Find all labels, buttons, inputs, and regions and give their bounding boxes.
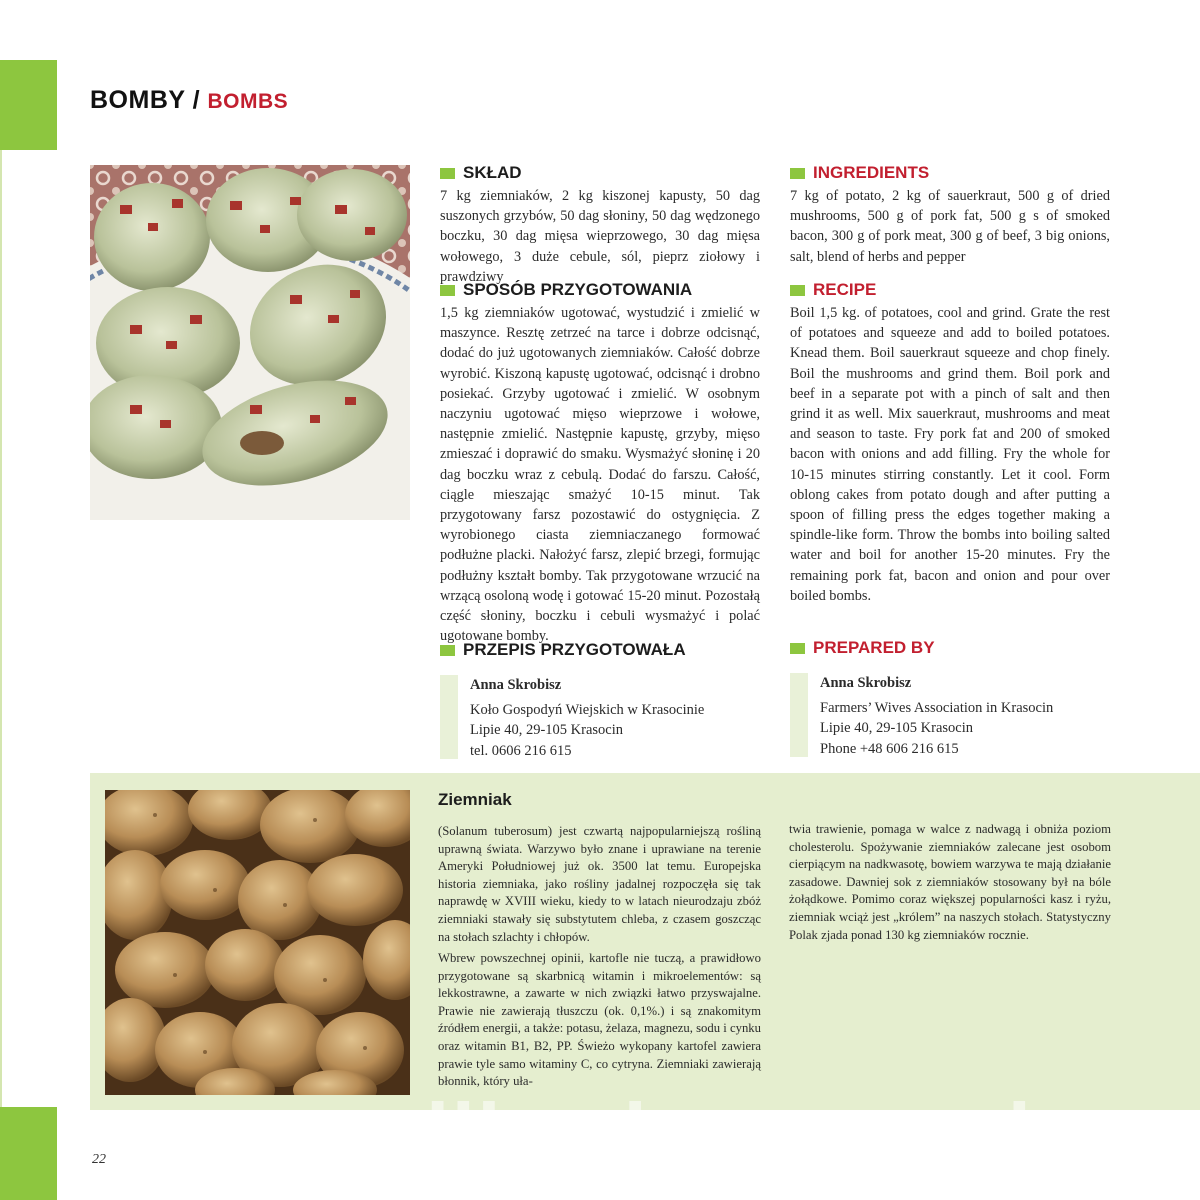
contact-name: Anna Skrobisz: [470, 677, 562, 693]
contact-address: Lipie 40, 29-105 Krasocin: [820, 720, 974, 737]
contact-organization: Koło Gospodyń Wiejskich w Krasocinie: [470, 702, 705, 719]
sposob-text: 1,5 kg ziemniaków ugotować, wystudzić i zmielić w maszynce. Resztę zetrzeć na tarce i dobrze odcisnąć, dodać do już ugotowanych ziemniaków. Całość dobrze wyrobić. Kiszoną kapustę ugotować, odcisnąć i drobno posiekać. Grzyby ugotować i zmielić. W osobnym naczyniu ugotować mięso wieprzowe i wołowe, następnie zmielić. Następnie kapustę, grzyby, mięso zmieszać i doprawić do smaku. Wysmażyć słoninę i 20 dag boczku wraz z cebulą. Dodać do farszu. Całość, ciągle mieszając smażyć 10-15 minut. Tak przygotowany farsz pozostawić do ostygnięcia. Z wyrobionego ciasta ziemniaczanego formować podłużne placki. Nałożyć farsz, zlepić brzegi, formując podłużny kształt bomby. Tak przygotowane wrzucić na wrzącą osoloną wodę i gotować 15-20 minut. Pozostałą część słoniny, boczku i cebuli wysmażyć i polać ugotowane bomby.: [440, 305, 760, 645]
ingredients-header-label: INGREDIENTS: [813, 163, 930, 182]
contact-bar: [790, 673, 808, 757]
green-bullet-icon: [790, 643, 805, 654]
green-bullet-icon: [790, 168, 805, 179]
ingredients-header: [790, 163, 929, 183]
recipe-header-label: RECIPE: [813, 280, 877, 299]
ziemniak-title: Ziemniak: [438, 790, 512, 809]
ziemniak-paragraph-3: twia trawienie, pomaga w walce z nadwagą i obniża poziom cholesterolu. Spożywanie ziemniaków zalecane jest osobom cierpiącym na nadkwasotę, bowiem warzywa te mają działanie zasadowe. Dawniej sok z ziemniaków stosowany był na bóle żołądkowe. Pomimo coraz większej popularności kasz i ryżu, ziemniak wciąż jest „królem” na naszych stołach. Statystyczny Polak zjada ponad 130 kg ziemniaków rocznie.: [789, 822, 1111, 942]
contact-phone: tel. 0606 216 615: [470, 742, 572, 759]
title-polish: BOMBY: [90, 86, 186, 114]
contact-address: Lipie 40, 29-105 Krasocin: [470, 722, 624, 739]
contact-name: Anna Skrobisz: [820, 675, 912, 691]
sposob-header: [440, 280, 692, 300]
green-bullet-icon: [440, 168, 455, 179]
title-separator: /: [192, 86, 201, 114]
recipe-header: [790, 280, 876, 300]
author-contact-en: [790, 673, 1110, 757]
page-number: 22: [92, 1152, 106, 1167]
ingredients-text: 7 kg of potato, 2 kg of sauerkraut, 500 g of dried mushrooms, 500 g of pork fat, 500 g s of smoked bacon, 300 g of pork meat, 300 g of beef, 3 big onions, salt, blend of herbs and pepper: [790, 188, 1110, 265]
left-margin-rule: [0, 150, 2, 1107]
watermark: wedlinydomowe.pl: [290, 1090, 1034, 1167]
green-corner-tab-top: [0, 60, 57, 150]
potatoes-photo: [105, 790, 410, 1095]
przepis-header-label: PRZEPIS PRZYGOTOWAŁA: [463, 640, 686, 659]
prepared-by-header-label: PREPARED BY: [813, 638, 935, 657]
sklad-header: [440, 163, 522, 183]
green-corner-tab-bottom: [0, 1107, 57, 1200]
sklad-header-label: SKŁAD: [463, 163, 522, 182]
green-bullet-icon: [440, 645, 455, 656]
title-english: BOMBS: [207, 90, 289, 113]
green-bullet-icon: [440, 285, 455, 296]
ziemniak-paragraph-1: (Solanum tuberosum) jest czwartą najpopularniejszą rośliną uprawną świata. Warzywo było znane i uprawiane na terenie Ameryki Południowej już ok. 3500 lat temu. Europejska historia ziemniaka, jako rośliny jadalnej rozpoczęła się tak naprawdę w XVIII wieku, kiedy to w latach nieurodzaju zbóż ziemniaki stawały się substytutem chleba, z czasem goszcząc na stołach szlachty i chłopów.: [438, 824, 761, 944]
prepared-by-header: [790, 638, 935, 658]
recipe-text: Boil 1,5 kg. of potatoes, cool and grind. Grate the rest of potatoes and squeeze and add to boiled potatoes. Knead them. Boil sauerkraut squeeze and chop finely. Boil the mushrooms and grind them. Boil pork and beef in a separate pot with a pinch of salt and then grind it as well. Mix sauerkraut, mushrooms and meat and season to taste. Fry pork fat and 200 of smoked bacon with onions and add filling. Fry the whole for 10-15 minutes stirring constantly. Let it cool. Form oblong cakes from potato dough and after putting a spoon of filling press the edges together making a spindle-like form. Throw the bombs into boiling salted water and boil for another 15-20 minutes. Fry the remaining pork fat, bacon and onion and pour over boiled bombs.: [790, 305, 1110, 604]
contact-phone: Phone +48 606 216 615: [820, 740, 959, 757]
przepis-header: [440, 640, 686, 660]
contact-organization: Farmers’ Wives Association in Krasocin: [820, 700, 1054, 717]
author-contact-pl: [440, 675, 760, 759]
page-title: [90, 86, 288, 115]
contact-bar: [440, 675, 458, 759]
bombs-dish-photo: [90, 165, 410, 520]
sklad-text: 7 kg ziemniaków, 2 kg kiszonej kapusty, 50 dag suszonych grzybów, 50 dag słoniny, 50 dag wędzonego boczku, 30 dag mięsa wieprzowego, 30 dag mięsa wołowego, 3 duże cebule, sól, pieprz ziołowy i prawdziwy: [440, 188, 760, 285]
sposob-header-label: SPOSÓB PRZYGOTOWANIA: [463, 280, 693, 299]
green-bullet-icon: [790, 285, 805, 296]
ziemniak-paragraph-2: Wbrew powszechnej opinii, kartofle nie tuczą, a prawidłowo przygotowane są skarbnicą witamin i mikroelementów: są lekkostrawne, a zawarte w nich związki łatwo przyswajalne. Prawie nie zawierają tłuszczu (ok. 0,1%.) i są znakomitym źródłem energii, a także: potasu, żelaza, magnezu, sodu i cynku oraz witamin B1, B2, PP. Świeżo wykopany kartofel zawiera prawie tyle samo witaminy C, co cytryna. Ziemniaki zawierają błonnik, który uła-: [438, 951, 761, 1089]
